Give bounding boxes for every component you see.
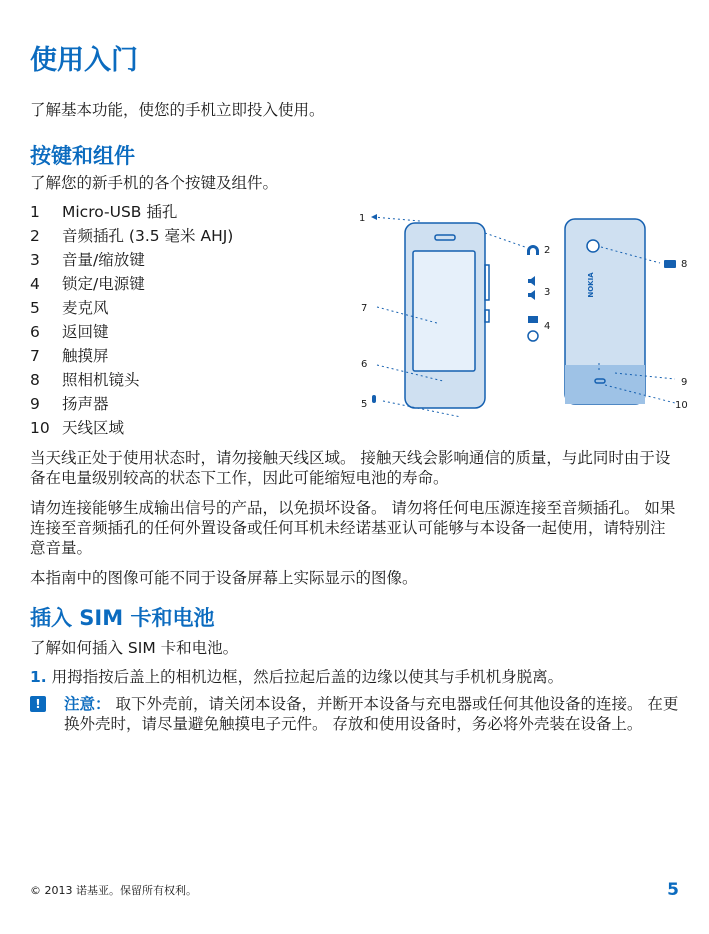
step-1 [30, 667, 680, 687]
brand-logo: NOKIA [587, 272, 595, 298]
copyright-footer: © 2013 诺基亚。保留所有权利。 [30, 884, 197, 897]
power-key [485, 310, 489, 322]
part-number: 2 [30, 227, 40, 245]
lock-icon [528, 316, 538, 323]
callout-7: 7 [361, 303, 368, 314]
callout-5: 5 [361, 399, 368, 410]
step-text: 用拇指按后盖上的相机边框，然后拉起后盖的边缘以使其与手机机身脱离。 [51, 668, 564, 686]
page-intro: 了解基本功能，使您的手机立即投入使用。 [30, 101, 325, 119]
parts-list [30, 200, 360, 440]
section-intro-keys: 了解您的新手机的各个按键及组件。 [30, 174, 279, 192]
callout-10: 10 [675, 400, 688, 411]
list-item [30, 320, 360, 344]
microphone-icon [372, 395, 376, 403]
list-item [30, 200, 360, 224]
camera-icon [664, 260, 676, 268]
part-label: 天线区域 [62, 419, 125, 437]
warning-icon: ! [30, 696, 46, 712]
note-text: 取下外壳前，请关闭本设备，并断开本设备与充电器或任何其他设备的连接。 在更换外壳时，请尽量避免触摸电子元件。 存放和使用设备时，务必将外壳装在设备上。 [64, 695, 679, 733]
note-callout [30, 694, 690, 734]
volume-down-icon [528, 290, 535, 300]
part-number: 6 [30, 323, 40, 341]
part-number: 9 [30, 395, 40, 413]
image-disclaimer: 本指南中的图像可能不同于设备屏幕上实际显示的图像。 [30, 569, 418, 587]
note-label: 注意： [64, 695, 111, 713]
part-label: 音量/缩放键 [62, 251, 145, 269]
list-item [30, 392, 360, 416]
list-item [30, 296, 360, 320]
usb-icon [371, 214, 377, 220]
callout-3: 3 [544, 287, 551, 298]
antenna-area [565, 365, 645, 404]
section-heading-keys: 按键和组件 [30, 144, 135, 168]
callout-1: 1 [359, 213, 366, 224]
power-icon [528, 331, 538, 341]
antenna-warning: 当天线正处于使用状态时，请勿接触天线区域。 接触天线会影响通信的质量，与此同时由于设备在电量级别较高的状态下工作，因此可能缩短电池的寿命。 [30, 449, 671, 487]
part-number: 7 [30, 347, 40, 365]
section-intro-sim: 了解如何插入 SIM 卡和电池。 [30, 639, 239, 657]
phone-screen [413, 251, 475, 371]
list-item [30, 368, 360, 392]
callout-4: 4 [544, 321, 551, 332]
list-item [30, 248, 360, 272]
part-number: 1 [30, 203, 40, 221]
list-item [30, 272, 360, 296]
list-item [30, 416, 360, 440]
page-number: 5 [667, 880, 679, 900]
callout-8: 8 [681, 259, 688, 270]
part-label: 照相机镜头 [62, 371, 140, 389]
part-label: 触摸屏 [62, 347, 109, 365]
list-item [30, 344, 360, 368]
audio-jack-warning: 请勿连接能够生成输出信号的产品，以免损坏设备。 请勿将任何电压源连接至音频插孔。 如果连接至音频插孔的任何外置设备或任何耳机未经诺基亚认可能够与本设备一起使用，请特别注意音量。 [30, 499, 676, 557]
callout-6: 6 [361, 359, 368, 370]
part-label: 音频插孔 (3.5 毫米 AHJ) [62, 227, 234, 245]
callout-9: 9 [681, 377, 688, 388]
part-number: 8 [30, 371, 40, 389]
part-number: 3 [30, 251, 40, 269]
list-item [30, 224, 360, 248]
section-heading-sim: 插入 SIM 卡和电池 [30, 606, 215, 630]
part-number: 5 [30, 299, 40, 317]
part-label: 扬声器 [62, 395, 109, 413]
part-label: 麦克风 [62, 299, 109, 317]
step-number: 1. [30, 668, 47, 686]
camera-lens-icon [587, 240, 599, 252]
part-label: 锁定/电源键 [62, 275, 145, 293]
part-label: Micro-USB 插孔 [62, 203, 178, 221]
part-label: 返回键 [62, 323, 109, 341]
callout-2: 2 [544, 245, 551, 256]
headphones-icon [527, 245, 539, 255]
part-number: 10 [30, 419, 50, 437]
volume-up-icon [528, 276, 535, 286]
page-title: 使用入门 [30, 45, 138, 76]
volume-key [485, 265, 489, 300]
part-number: 4 [30, 275, 40, 293]
phone-diagram [355, 205, 700, 425]
